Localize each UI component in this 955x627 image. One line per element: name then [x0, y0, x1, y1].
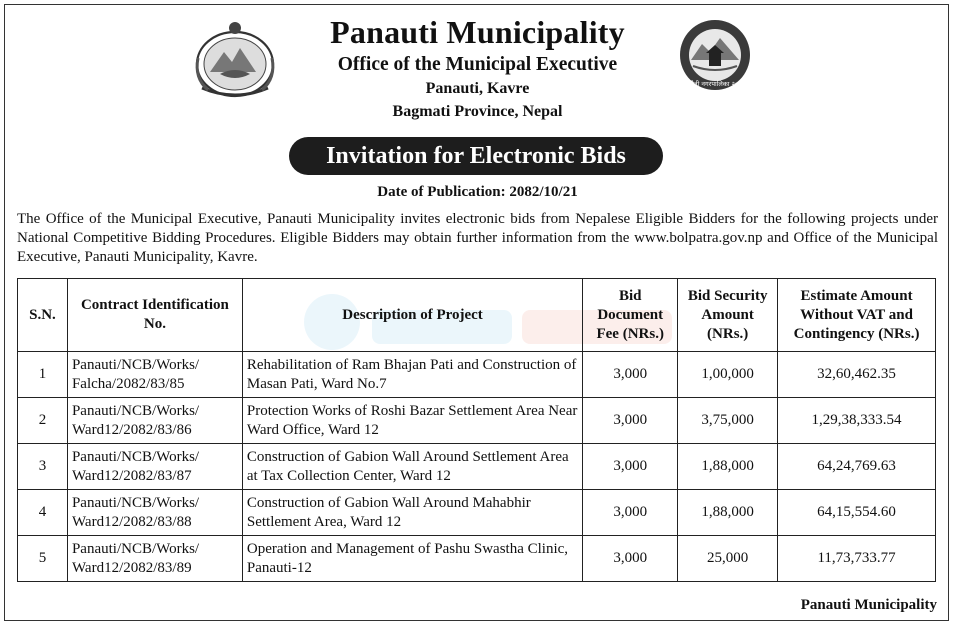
- province: Bagmati Province, Nepal: [392, 103, 563, 120]
- cell-fee: 3,000: [583, 352, 678, 398]
- office-name: Office of the Municipal Executive: [337, 54, 618, 75]
- cell-security: 1,88,000: [678, 490, 778, 536]
- cell-estimate: 1,29,38,333.54: [778, 398, 936, 444]
- table-row: [18, 490, 936, 536]
- cell-contract: Panauti/NCB/Works/ Ward12/2082/83/89: [67, 536, 242, 582]
- table-header-row: [18, 279, 936, 352]
- cell-security: 1,00,000: [678, 352, 778, 398]
- table-row: [18, 398, 936, 444]
- cell-security: 1,88,000: [678, 444, 778, 490]
- col-header-sn: S.N.: [18, 279, 68, 352]
- publication-date: Date of Publication: 2082/10/21: [377, 184, 578, 200]
- municipality-title: Panauti Municipality: [330, 14, 625, 50]
- col-header-estimate: Estimate Amount Without VAT and Contingency (NRs.): [778, 279, 936, 352]
- cell-contract: Panauti/NCB/Works/ Ward12/2082/83/86: [67, 398, 242, 444]
- cell-contract: Panauti/NCB/Works/ Ward12/2082/83/88: [67, 490, 242, 536]
- cell-fee: 3,000: [583, 444, 678, 490]
- cell-description: Operation and Management of Pashu Swastha Clinic, Panauti-12: [242, 536, 582, 582]
- cell-sn: 1: [18, 352, 68, 398]
- cell-description: Construction of Gabion Wall Around Mahabhir Settlement Area, Ward 12: [242, 490, 582, 536]
- cell-estimate: 11,73,733.77: [778, 536, 936, 582]
- cell-estimate: 64,24,769.63: [778, 444, 936, 490]
- cell-sn: 5: [18, 536, 68, 582]
- cell-estimate: 64,15,554.60: [778, 490, 936, 536]
- logo-caption: पनौती नगरपालिका २०७३: [684, 80, 746, 88]
- col-header-fee: Bid Document Fee (NRs.): [583, 279, 678, 352]
- signature: Panauti Municipality: [800, 597, 937, 613]
- cell-fee: 3,000: [583, 490, 678, 536]
- col-header-contract: Contract Identification No.: [67, 279, 242, 352]
- cell-fee: 3,000: [583, 398, 678, 444]
- cell-description: Construction of Gabion Wall Around Settlement Area at Tax Collection Center, Ward 12: [242, 444, 582, 490]
- cell-estimate: 32,60,462.35: [778, 352, 936, 398]
- table-row: [18, 536, 936, 582]
- col-header-security: Bid Security Amount (NRs.): [678, 279, 778, 352]
- bids-table: [17, 278, 936, 582]
- notice-banner: Invitation for Electronic Bids: [289, 137, 663, 175]
- intro-paragraph: The Office of the Municipal Executive, Panauti Municipality invites electronic bids from Nepalese Eligible Bidders for the following projects under National Competitive Bidding Procedures. Eligible Bidders may obtain further information from the www.bolpatra.gov.np and Office of the Municipal Executive, Panauti Municipality, Kavre.: [17, 211, 938, 265]
- cell-sn: 4: [18, 490, 68, 536]
- cell-description: Rehabilitation of Ram Bhajan Pati and Construction of Masan Pati, Ward No.7: [242, 352, 582, 398]
- col-header-description: Description of Project: [242, 279, 582, 352]
- cell-sn: 3: [18, 444, 68, 490]
- cell-security: 25,000: [678, 536, 778, 582]
- cell-sn: 2: [18, 398, 68, 444]
- cell-fee: 3,000: [583, 536, 678, 582]
- table-row: [18, 352, 936, 398]
- cell-contract: Panauti/NCB/Works/ Falcha/2082/83/85: [67, 352, 242, 398]
- cell-description: Protection Works of Roshi Bazar Settlement Area Near Ward Office, Ward 12: [242, 398, 582, 444]
- location: Panauti, Kavre: [425, 80, 530, 97]
- cell-security: 3,75,000: [678, 398, 778, 444]
- table-row: [18, 444, 936, 490]
- cell-contract: Panauti/NCB/Works/ Ward12/2082/83/87: [67, 444, 242, 490]
